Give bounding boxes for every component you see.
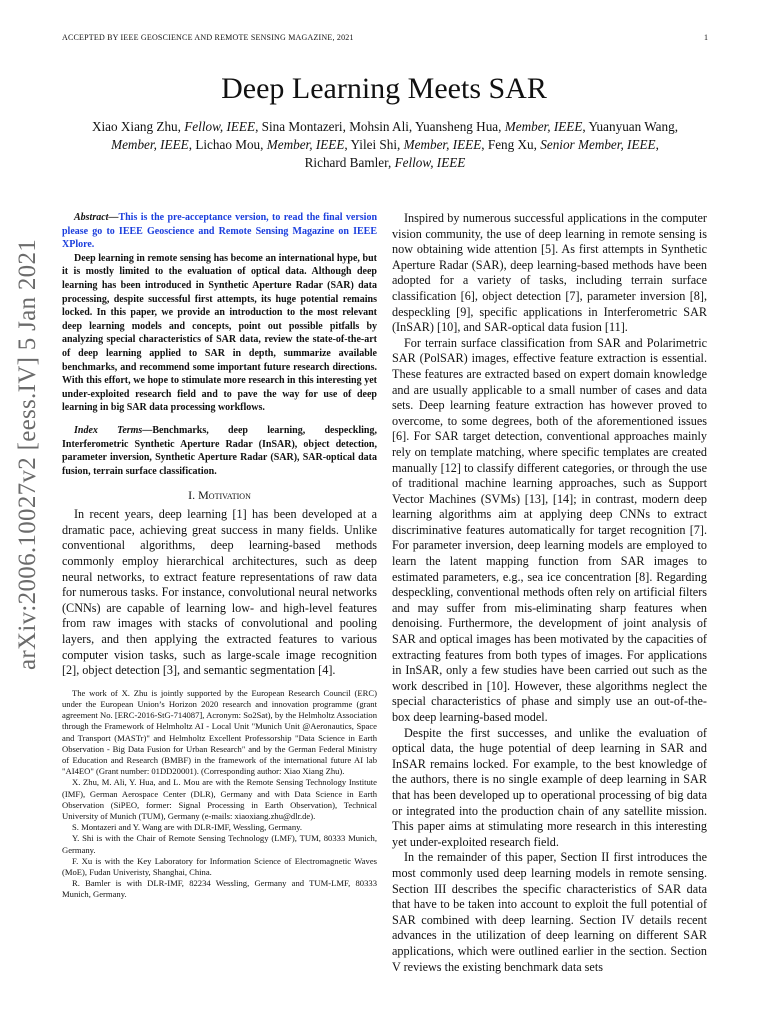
- footnotes: [62, 688, 377, 901]
- abstract-body: Deep learning in remote sensing has become an international hype, but it is mostly limited to the evaluation of optical data. Although deep learning has been introduced in Synthetic Aperture Radar (SAR) data processing, despite successful first attempts, its huge potential remains locked. In this paper, we provide an introduction to the most relevant deep learning models and concepts, point out possible pitfalls by analyzing special characteristics of SAR data, review the state-of-the-art of deep learning applied to SAR in depth, summarize available benchmarks, and recommend some important future research directions. With this effort, we hope to stimulate more research in this interesting yet under-exploited research field and to pave the way for use of deep learning in big SAR data processing workflows.: [62, 252, 377, 414]
- author-role: Member, IEEE: [504, 119, 583, 134]
- footnote-affiliation: R. Bamler is with DLR-IMF, 82234 Wessling, Germany and TUM-LMF, 80333 Munich, Germany.: [62, 878, 377, 900]
- author-role: Fellow, IEEE: [394, 155, 466, 170]
- page-number: 1: [704, 33, 708, 42]
- author-separator: ,: [255, 119, 262, 134]
- author-name: Sina Montazeri,: [261, 119, 350, 134]
- author-role: Member, IEEE: [111, 137, 189, 152]
- paragraph: In the remainder of this paper, Section II first introduces the most commonly used deep learning models in remote sensing. Section III describes the specific characteristics of SAR data that have to be taken into account to exploit the full potential of SAR combined with deep learning. Section IV details recent advances in the utilization of deep learning on different SAR applications, which were outlined earlier in the section. Section V reviews the existing benchmark data sets: [392, 850, 707, 974]
- abstract: [62, 211, 377, 478]
- author-role: Member, IEEE: [403, 137, 482, 152]
- author-name: Mohsin Ali,: [349, 119, 416, 134]
- author-separator: ,: [655, 137, 659, 152]
- paragraph: Despite the first successes, and unlike the evaluation of optical data, the huge potential of deep learning in SAR and InSAR remains locked. For example, to the best knowledge of the authors, there is no single example of deep learning in SAR that has been developed up to operational processing of big data or integrated into the production chain of any satellite mission. This paper aims at stimulating more research in this interesting yet under-exploited research field.: [392, 725, 707, 849]
- author-separator: ,: [188, 137, 196, 152]
- paragraph: Inspired by numerous successful applications in the computer vision community, the use of deep learning in remote sensing is now obtaining wide attention [5]. As first attempts in Synthetic Aperture Radar (SAR), deep learning-based methods have been adopted for a variety of tasks, including terrain surface classification [6], object detection [7], parameter inversion [8], despeckling [9], specific applications in Interferometric SAR (InSAR) [10], and SAR-optical data fusion [11].: [392, 211, 707, 335]
- author-list: [80, 118, 690, 172]
- author-name: Yuansheng Hua,: [415, 119, 505, 134]
- running-head: ACCEPTED BY IEEE GEOSCIENCE AND REMOTE SENSING MAGAZINE, 2021: [62, 33, 354, 42]
- author-name: Yuanyuan Wang,: [588, 119, 679, 134]
- abstract-dash: —: [108, 212, 119, 223]
- paragraph: In recent years, deep learning [1] has been developed at a dramatic pace, achieving great success in many fields. Unlike conventional algorithms, deep learning-based methods commonly employ hierarchical architectures, such as deep neural networks, to extract feature representations of raw data for numerous tasks. For instance, convolutional neural networks (CNNs) are capable of learning low- and high-level features from raw images with stacks of convolutional and pooling layers, and then applying the extracted features to various computer vision tasks, such as large-scale image recognition [2], object detection [3], and semantic segmentation [4].: [62, 507, 377, 678]
- index-terms-dash: —: [142, 424, 153, 436]
- index-terms-text: Benchmarks, deep learning, despeckling, Interferometric Synthetic Aperture Radar (InSAR), object detection, parameter inversion, Synthetic Aperture Radar (SAR), SAR-optical data fusion, terrain surface classification.: [62, 424, 377, 477]
- paragraph: For terrain surface classification from SAR and Polarimetric SAR (PolSAR) images, effective feature extraction is essential. These features are extracted based on expert domain knowledge and are usually applicable to a small number of cases and data sets. Deep learning feature extraction has however proved to overcome, to some degrees, both of the aforementioned issues [6]. For SAR target detection, conventional approaches mainly rely on template matching, where specific templates are created manually [12] to classify different categories, or through the use of traditional machine learning approaches, such as Support Vector Machines (SVMs) [13], [14]; in contrast, modern deep learning algorithms aim at applying deep CNNs to extract discriminative features automatically for target recognition [7]. For parameter inversion, deep learning models are employed to learn the latent mapping function from SAR images to estimated parameters, e.g., sea ice concentration [8]. Regarding despeckling, conventional methods often rely on artificial filters and may suffer from mis-eliminating sharp features when denoising. Furthermore, the development of joint analysis of SAR and optical images has been motivated by the capacities of extracting features from both types of images. For applications in InSAR, only a few studies have been carried out such as the work described in [10]. However, these algorithms neglect the special characteristics of phase and simply use an out-of-the-box deep learning-based model.: [392, 335, 707, 724]
- author-separator: ,: [582, 119, 589, 134]
- footnote-affiliation: F. Xu is with the Key Laboratory for Information Science of Electromagnetic Waves (MoE), Fudan Univeristy, Shanghai, China.: [62, 855, 377, 878]
- arxiv-identifier-stamp[interactable]: arXiv:2006.10027v2 [eess.IV] 5 Jan 2021: [14, 238, 41, 670]
- footnote-affiliation: S. Montazeri and Y. Wang are with DLR-IMF, Wessling, Germany.: [72, 822, 303, 833]
- author-name: Xiao Xiang Zhu,: [91, 119, 185, 134]
- section-body: [62, 507, 377, 679]
- author-role: Senior Member, IEEE: [540, 137, 656, 152]
- footnote-affiliation: X. Zhu, M. Ali, Y. Hua, and L. Mou are with the Remote Sensing Technology Institute (IMF), German Aerospace Center (DLR), Germany and with Data Science in Earth Observation (SiPEO, former: Signal Processing in Earth Observation), Technical University of Munich (TUM), Germany (e-mails: xiaoxiang.zhu@dlr.de).: [62, 777, 377, 822]
- section-number: I.: [188, 488, 199, 503]
- abstract-label: Abstract: [74, 212, 109, 223]
- section-heading: [62, 488, 377, 503]
- author-role: Fellow, IEEE: [184, 119, 256, 134]
- author-role: Member, IEEE: [266, 137, 345, 152]
- section-title: Motivation: [198, 488, 251, 503]
- right-column: [392, 211, 707, 975]
- paper-title: Deep Learning Meets SAR: [221, 72, 547, 105]
- author-separator: ,: [481, 137, 488, 152]
- index-terms: [62, 424, 377, 478]
- left-column: [62, 211, 377, 901]
- author-name: Richard Bamler,: [304, 155, 395, 170]
- pre-acceptance-notice-link[interactable]: This is the pre-acceptance version, to read the final version please go to IEEE Geoscience and Remote Sensing Magazine on IEEE XPlore.: [62, 212, 377, 251]
- footnote-affiliation: Y. Shi is with the Chair of Remote Sensing Technology (LMF), TUM, 80333 Munich, Germany.: [62, 833, 377, 855]
- index-terms-label: Index Terms: [74, 424, 143, 436]
- author-name: Lichao Mou,: [195, 137, 267, 152]
- footnote-funding: The work of X. Zhu is jointly supported by the European Research Council (ERC) under the European Union’s Horizon 2020 research and innovation programme (grant agreement No. [ERC-2016-StG-714087], Acronym: So2Sat), by the Helmholtz Association through the Framework of Helmholtz AI - Local Unit "Munich Unit @Aeronautics, Space and Transport (MASTr)" and Helmholtz Excellent Professorship "Data Science in Earth Observation - Big Data Fusion for Urban Research" and by the German Federal Ministry of Education and Research (BMBF) in the framework of the international future AI lab "AI4EO" (Grant number: 01DD20001). (Corresponding author: Xiao Xiang Zhu).: [62, 687, 377, 777]
- author-name: Feng Xu,: [487, 137, 541, 152]
- author-separator: ,: [344, 137, 351, 152]
- author-name: Yilei Shi,: [350, 137, 404, 152]
